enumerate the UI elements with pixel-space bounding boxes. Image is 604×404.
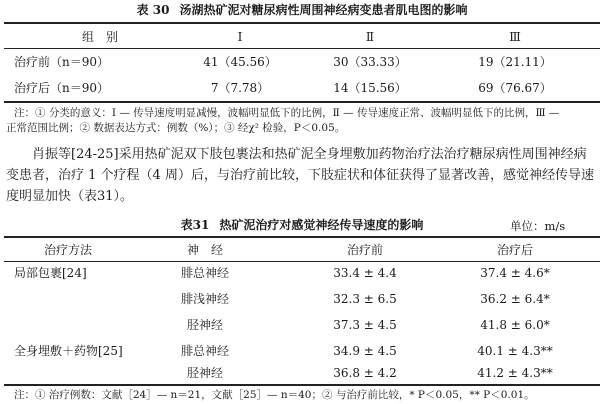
table31-top-rule [4, 236, 600, 238]
table30-header-3: Ⅲ [509, 30, 521, 44]
table31-header-after: 治疗后 [496, 243, 533, 257]
table31-row3-nerve: 胫神经 [186, 318, 223, 332]
table31-row2-after: 36.2 ± 6.4* [480, 292, 550, 306]
table31-title: 热矿泥治疗对感觉神经传导速度的影响 [219, 218, 424, 232]
table30-bottom-rule [4, 101, 600, 103]
table31-number: 表31 [180, 218, 210, 232]
table31-row5-before: 36.8 ± 4.2 [333, 366, 397, 380]
table30-row1-col2: 30（33.33） [333, 55, 407, 69]
table30-caption [0, 3, 604, 18]
table31-row4-method: 全身埋敷＋药物[25] [14, 344, 123, 358]
table30-header-group: 组 别 [81, 30, 118, 44]
table30-title: 汤湖热矿泥对糖尿病性周围神经病变患者肌电图的影响 [179, 3, 468, 17]
table31-row4-before: 34.9 ± 4.5 [333, 344, 397, 358]
table31-header-before: 治疗前 [346, 243, 383, 257]
table30-row2-group: 治疗后（n＝90） [14, 81, 109, 95]
table31-row1-before: 33.4 ± 4.4 [333, 266, 397, 280]
table30-top-rule [4, 22, 600, 24]
table31-row4-nerve: 腓总神经 [180, 344, 229, 358]
table30-header-rule [4, 48, 600, 49]
table31-row1-method: 局部包裹[24] [14, 266, 87, 280]
table30-row1-col1: 41（45.56） [203, 55, 277, 69]
table30-row2-col3: 69（76.67） [478, 81, 552, 95]
table31-bottom-rule [4, 384, 600, 386]
table31-header-method: 治疗方法 [43, 243, 92, 257]
body-paragraph: 肖振等[24-25]采用热矿泥双下肢包裹法和热矿泥全身埋敷加药物治疗法治疗糖尿病性周围神经病变患者，治疗 1 个疗程（4 周）后，与治疗前比较，下肢症状和体征获得了显著改善，感觉神经传导速度明显加快（表31）。 [6, 147, 594, 204]
table31-row3-before: 37.3 ± 4.5 [333, 318, 397, 332]
table30-number: 表 30 [136, 3, 170, 17]
table31-row3-after: 41.8 ± 6.0* [480, 318, 550, 332]
table31-header-rule [4, 261, 600, 262]
table31-row2-nerve: 腓浅神经 [180, 292, 229, 306]
table30-row2-col2: 14（15.56） [333, 81, 407, 95]
table31-row5-after: 41.2 ± 4.3** [477, 366, 553, 380]
table31-row4-after: 40.1 ± 4.3** [477, 344, 553, 358]
table31-row2-before: 32.3 ± 6.5 [333, 292, 397, 306]
table30-row1-col3: 19（21.11） [478, 55, 552, 69]
table30-row2-col1: 7（7.78） [210, 81, 270, 95]
table31-row5-nerve: 胫神经 [186, 366, 223, 380]
table31-note: 注：① 治疗例数：文献［24］— n＝21，文献［25］— n＝40；② 与治疗前比较，* P＜0.05，** P＜0.01。 [14, 389, 535, 401]
table31-unit: 单位：m/s [510, 219, 566, 233]
table31-row1-nerve: 腓总神经 [180, 266, 229, 280]
table30-note-line2: 正常范围比例；② 数据表达方式：例数（%）；③ 经χ² 检验，P＜0.05。 [6, 122, 346, 134]
table31-header-nerve: 神 经 [186, 243, 223, 257]
table30-header-2: Ⅱ [365, 30, 375, 44]
table31-row1-after: 37.4 ± 4.6* [480, 266, 550, 280]
table30-note-line1: 注：① 分类的意义：Ⅰ — 传导速度明显减慢，波幅明显低下的比例，Ⅱ — 传导速度正常、波幅明显低下的比例，Ⅲ — [14, 107, 560, 119]
table30-row1-group: 治疗前（n＝90） [14, 55, 109, 69]
table30-header-1: Ⅰ [237, 30, 243, 44]
